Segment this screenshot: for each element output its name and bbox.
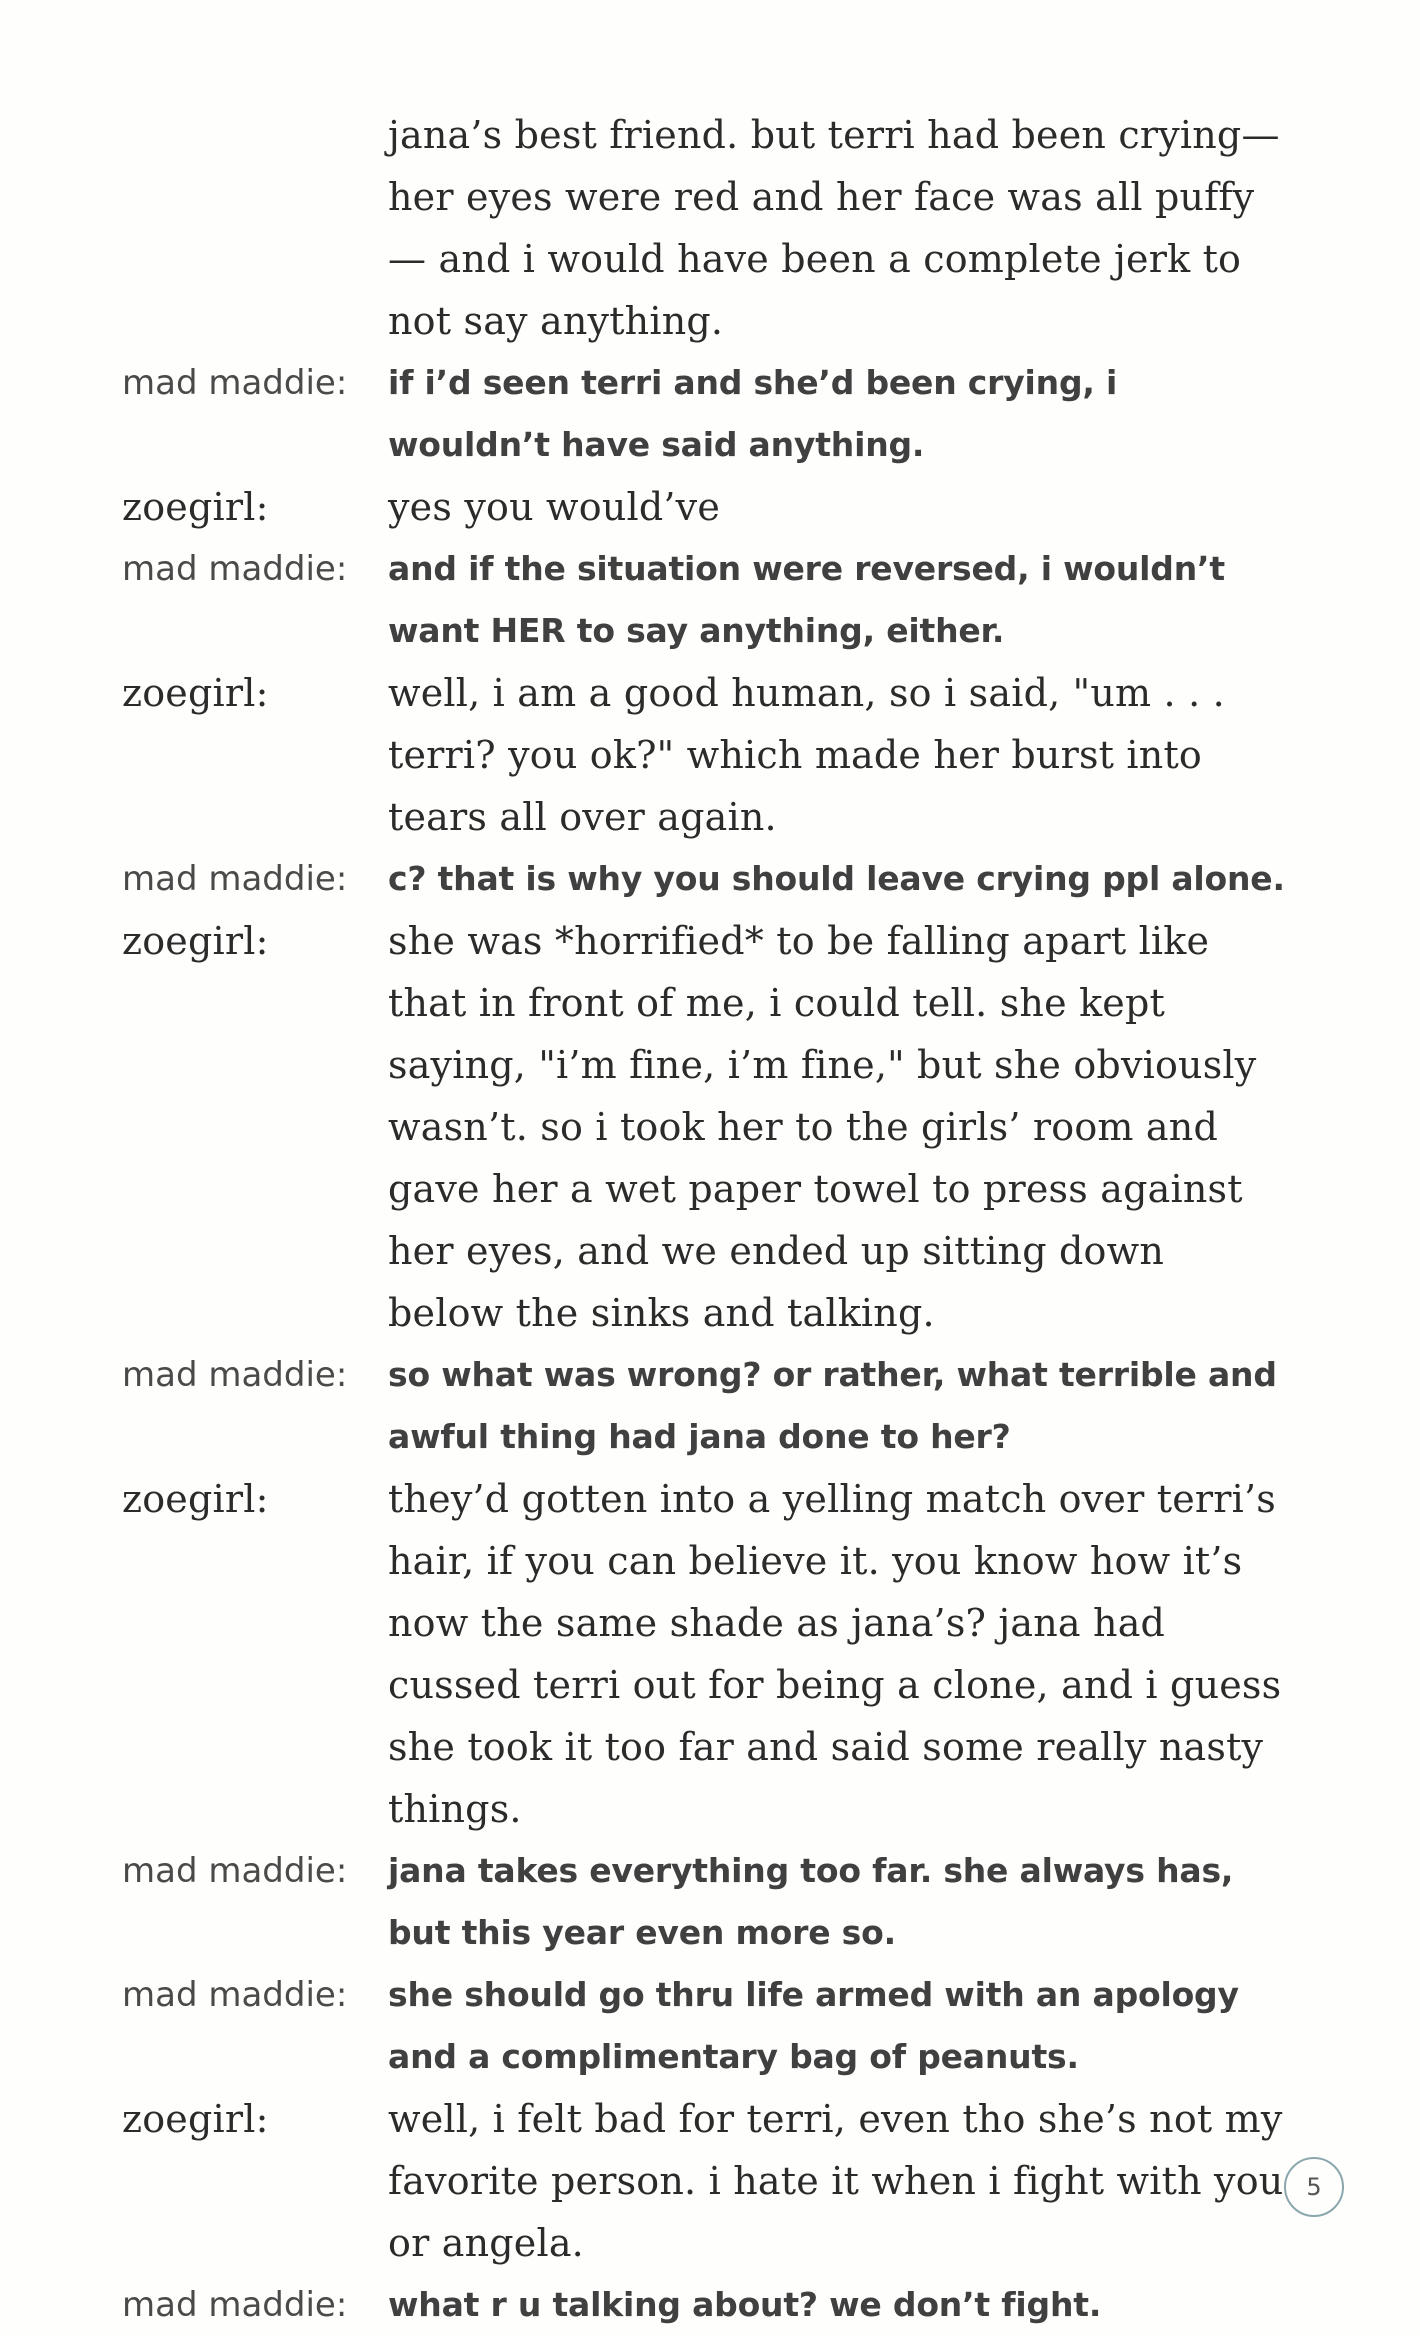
speaker-name: mad maddie:: [122, 2285, 348, 2325]
chat-entry: [122, 1840, 1302, 1964]
speaker-name: zoegirl:: [122, 485, 269, 529]
message-text: c? that is why you should leave crying ppl alone.: [388, 859, 1285, 898]
chat-entry: [122, 1468, 1302, 1840]
chat-entry: [122, 352, 1302, 476]
chat-entry: [122, 910, 1302, 1344]
speaker-name: zoegirl:: [122, 919, 269, 963]
message-text: she was *horrified* to be falling apart like that in front of me, i could tell. she kept saying, "i’m fine, i’m fine," but she obviously wasn’t. so i took her to the girls’ room and gave her a wet paper towel to press against her eyes, and we ended up sitting down below the sinks and talking.: [388, 919, 1257, 1335]
speaker-name: mad maddie:: [122, 549, 348, 589]
message-text: jana takes everything too far. she always has, but this year even more so.: [388, 1851, 1234, 1952]
message-text: yes you would’ve: [388, 485, 721, 529]
chat-entry: [122, 662, 1302, 848]
chat-entry: [122, 1344, 1302, 1468]
message-text: what r u talking about? we don’t fight.: [388, 2285, 1102, 2324]
speaker-name: zoegirl:: [122, 1477, 269, 1521]
speaker-name: mad maddie:: [122, 1851, 348, 1891]
chat-entry: [122, 538, 1302, 662]
message-text: she should go thru life armed with an apology and a complimentary bag of peanuts.: [388, 1975, 1239, 2076]
message-text: and if the situation were reversed, i wouldn’t want HER to say anything, either.: [388, 549, 1225, 650]
chat-entry: [122, 1964, 1302, 2088]
page-number: 5: [1284, 2157, 1344, 2217]
speaker-name: mad maddie:: [122, 1975, 348, 2015]
chat-entry: [122, 2274, 1302, 2336]
speaker-name: mad maddie:: [122, 363, 348, 403]
chat-entry: [122, 848, 1302, 910]
message-text: well, i am a good human, so i said, "um . . . terri? you ok?" which made her burst into tears all over again.: [388, 671, 1225, 839]
speaker-name: zoegirl:: [122, 671, 269, 715]
message-text: if i’d seen terri and she’d been crying, i wouldn’t have said anything.: [388, 363, 1118, 464]
chat-transcript: [122, 104, 1302, 2336]
chat-entry: [122, 476, 1302, 538]
chat-entry: [122, 2088, 1302, 2274]
message-text: jana’s best friend. but terri had been crying— her eyes were red and her face was all puffy— and i would have been a complete jerk to not say anything.: [388, 113, 1280, 343]
speaker-name: zoegirl:: [122, 2097, 269, 2141]
message-text: well, i felt bad for terri, even tho she’s not my favorite person. i hate it when i fight with you or angela.: [388, 2097, 1284, 2265]
speaker-name: mad maddie:: [122, 1355, 348, 1395]
message-text: so what was wrong? or rather, what terrible and awful thing had jana done to her?: [388, 1355, 1277, 1456]
message-text: they’d gotten into a yelling match over terri’s hair, if you can believe it. you know how it’s now the same shade as jana’s? jana had cussed terri out for being a clone, and i guess she took it too far and said some really nasty things.: [388, 1477, 1282, 1831]
speaker-name: mad maddie:: [122, 859, 348, 899]
chat-entry: [122, 104, 1302, 352]
